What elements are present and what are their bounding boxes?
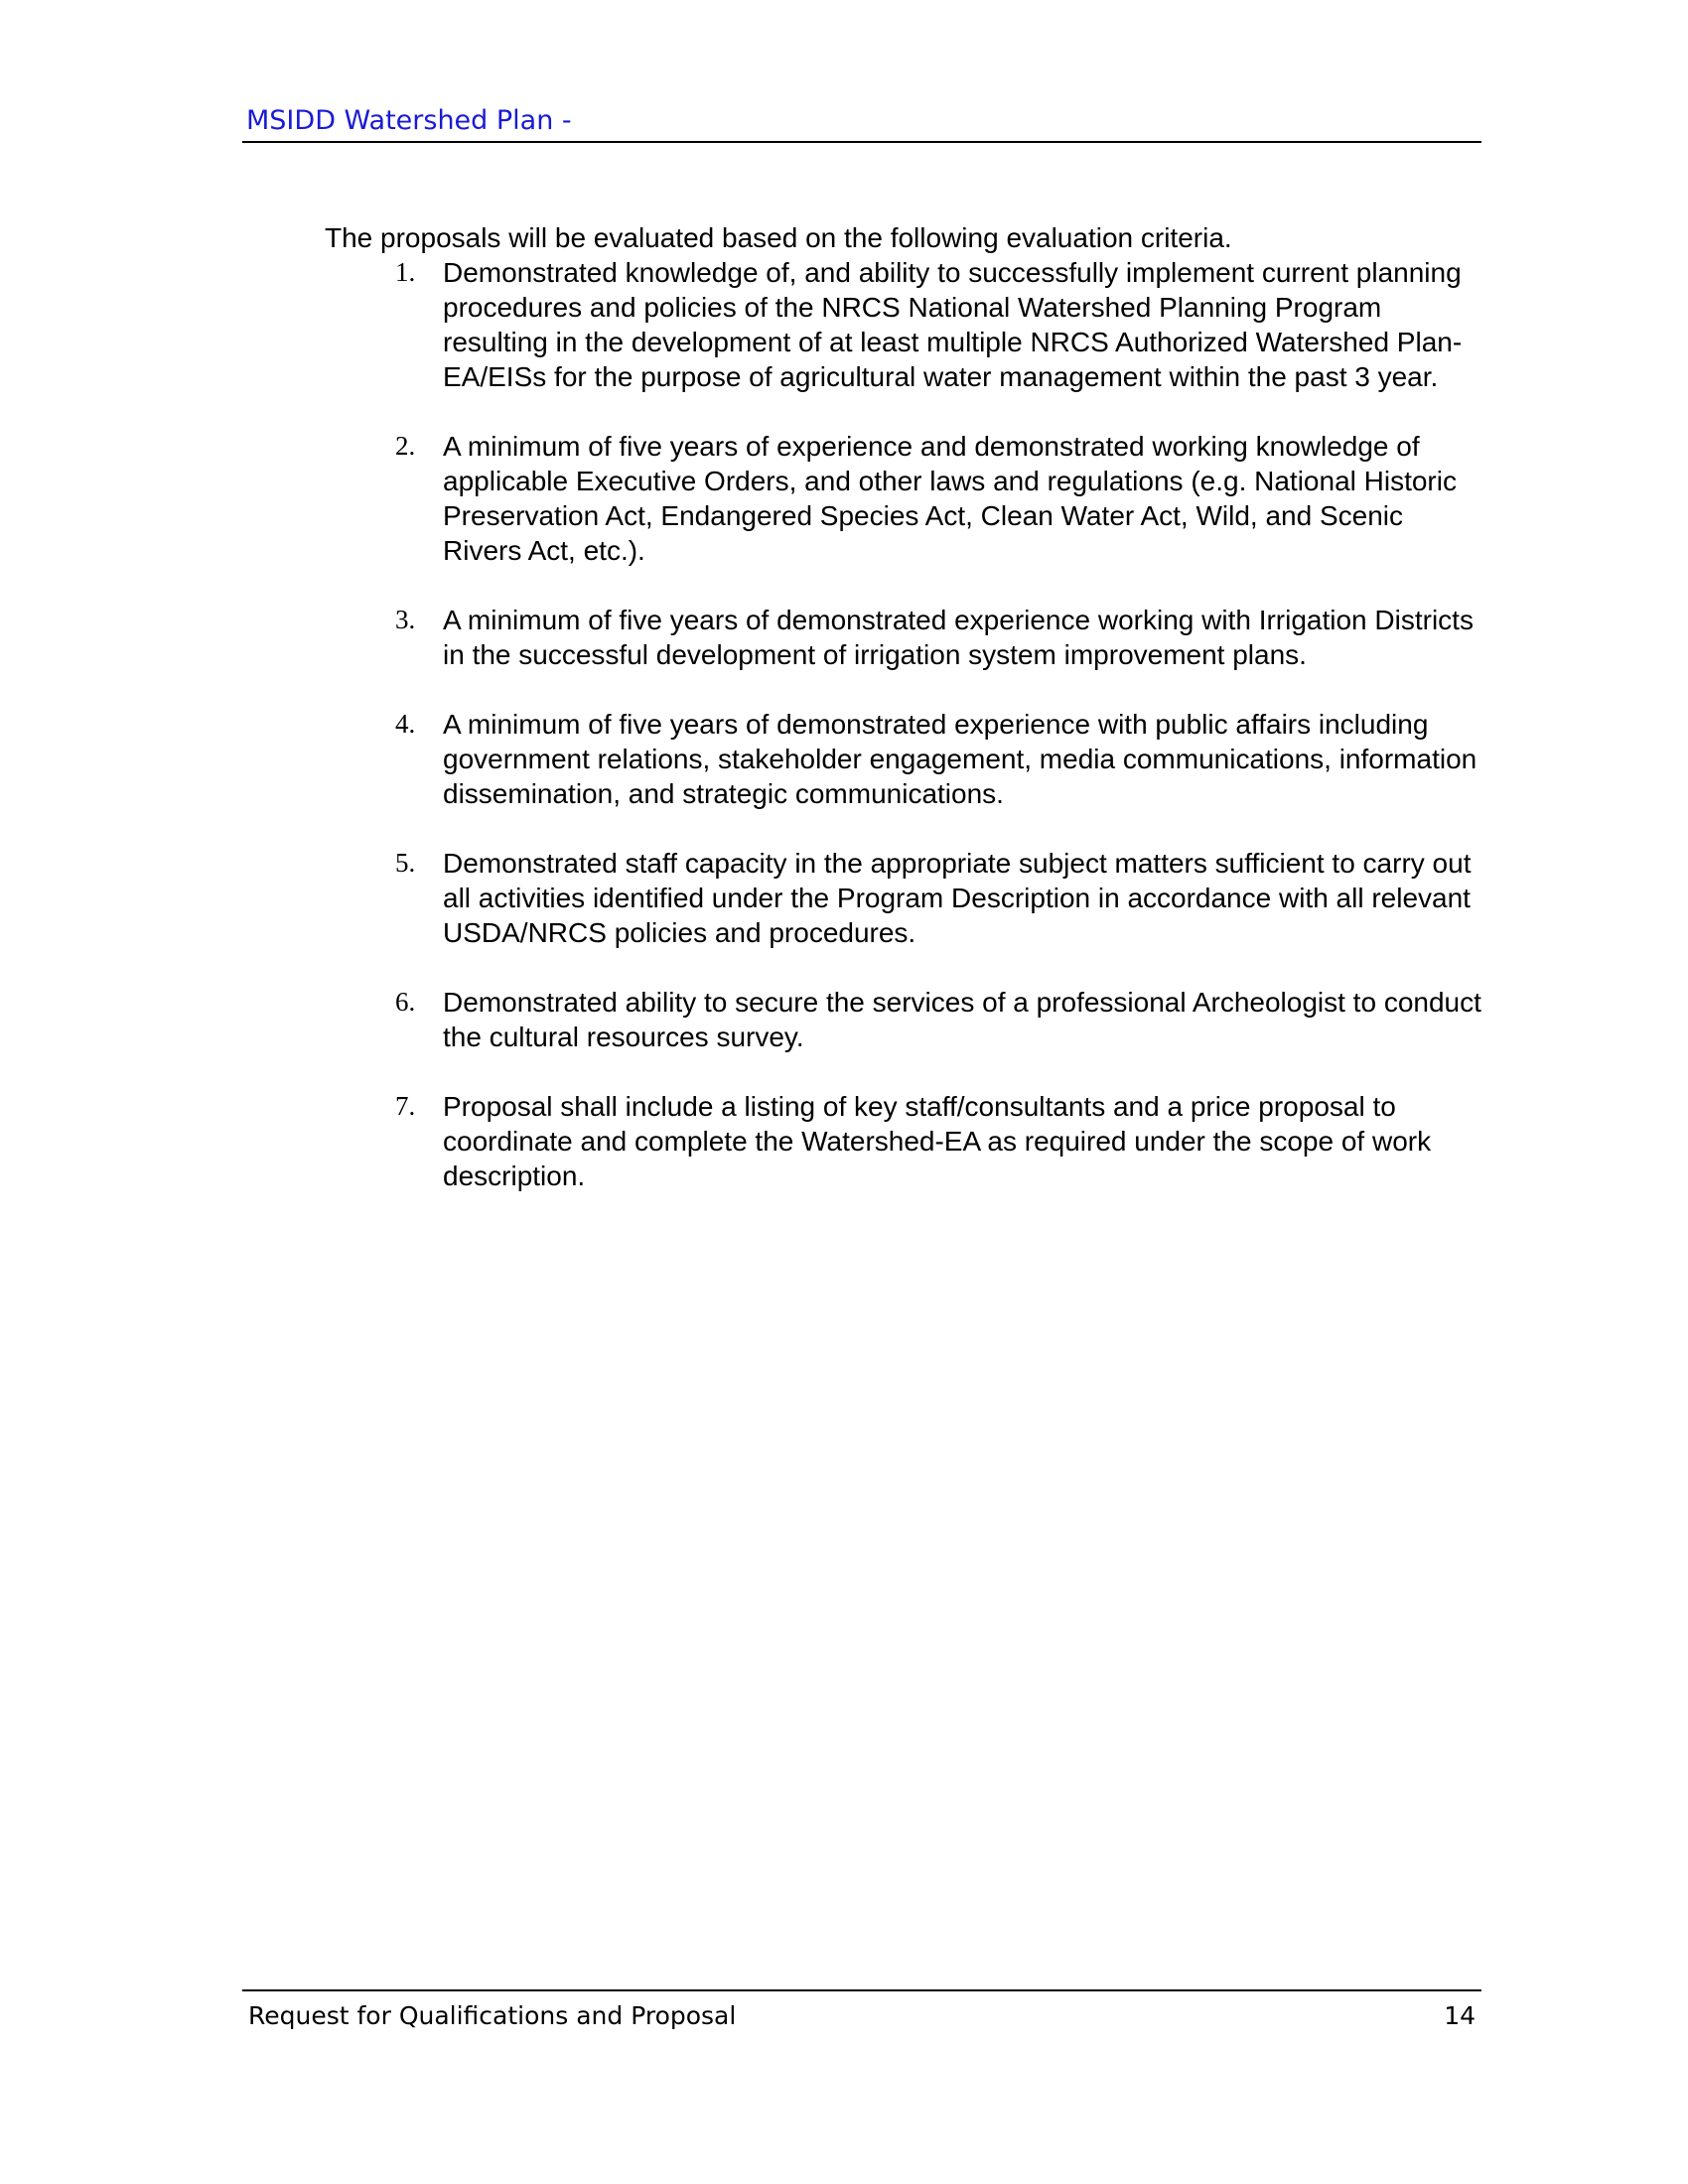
criterion-item-4 bbox=[325, 707, 1481, 811]
criterion-item-6 bbox=[325, 985, 1481, 1054]
header-title: MSIDD Watershed Plan - bbox=[246, 105, 572, 136]
page-header bbox=[242, 101, 1481, 143]
criterion-number: 5. bbox=[395, 848, 416, 878]
page-number: 14 bbox=[1444, 2001, 1476, 2030]
criterion-number: 2. bbox=[395, 431, 416, 461]
criterion-item-3 bbox=[325, 603, 1481, 672]
document-body bbox=[325, 220, 1481, 1228]
criterion-text: A minimum of five years of demonstrated experience with public affairs including government relations, stakeholder engagement, media communications, information dissemination, and strategic communications. bbox=[443, 709, 1477, 809]
criterion-item-2 bbox=[325, 429, 1481, 568]
footer-text: Request for Qualifications and Proposal bbox=[248, 2001, 737, 2030]
criterion-text: Demonstrated staff capacity in the appropriate subject matters sufficient to carry out all activities identified under the Program Description in accordance with all relevant USDA/NRCS policies and procedures. bbox=[443, 848, 1472, 948]
criterion-text: Demonstrated ability to secure the services of a professional Archeologist to conduct the cultural resources survey. bbox=[443, 987, 1481, 1052]
criterion-item-5 bbox=[325, 846, 1481, 950]
page-footer bbox=[242, 1989, 1481, 2039]
criterion-number: 1. bbox=[395, 257, 416, 287]
criterion-text: A minimum of five years of experience and demonstrated working knowledge of applicable Executive Orders, and other laws and regulations (e.g. National Historic Preservation Act, Endangered Species Act, Clean Water Act, Wild, and Scenic Rivers Act, etc.). bbox=[443, 431, 1457, 566]
criterion-text: A minimum of five years of demonstrated experience working with Irrigation Districts in the successful development of irrigation system improvement plans. bbox=[443, 605, 1474, 670]
criterion-number: 7. bbox=[395, 1091, 416, 1121]
intro-paragraph: The proposals will be evaluated based on the following evaluation criteria. bbox=[325, 222, 1232, 253]
criterion-number: 4. bbox=[395, 709, 416, 739]
criterion-item-7 bbox=[325, 1089, 1481, 1193]
criterion-text: Demonstrated knowledge of, and ability to successfully implement current planning procedures and policies of the NRCS National Watershed Planning Program resulting in the development of at least multiple NRCS Authorized Watershed Plan-EA/EISs for the purpose of agricultural water management within the past 3 year. bbox=[443, 257, 1463, 392]
criterion-item-1 bbox=[325, 255, 1481, 394]
criterion-number: 3. bbox=[395, 605, 416, 634]
criteria-list bbox=[325, 255, 1481, 1193]
criterion-text: Proposal shall include a listing of key staff/consultants and a price proposal to coordinate and complete the Watershed-EA as required under the scope of work description. bbox=[443, 1091, 1432, 1191]
criterion-number: 6. bbox=[395, 987, 416, 1017]
